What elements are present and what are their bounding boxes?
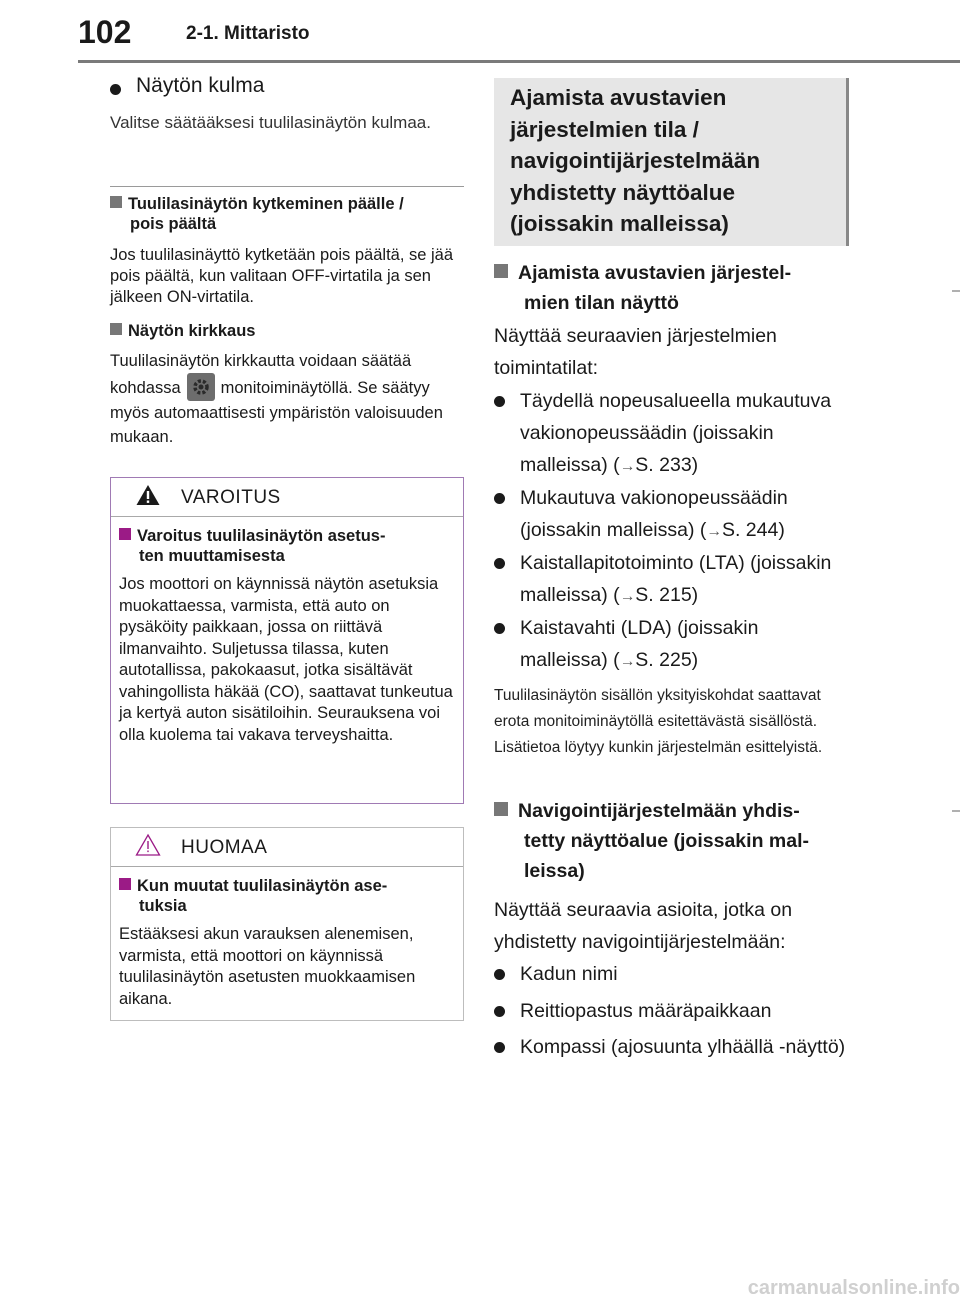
warning-body: Jos moottori on käynnissä näytön asetuksia muokattaessa, varmista, että auto on pysäköity paikkaan, jossa on riittävä ilmanvaihto. Suljetussa tilassa, kuten autotallissa, pakokaasut, jotka sisältävät vahingollista häkää (CO), saattavat tunkeutua ja kertyä auton sisätiloihin. Seurauksena voi olla kuolema tai vakava terveyshaitta. — [119, 575, 453, 744]
square-bullet-icon — [494, 264, 508, 278]
page-reference-link[interactable]: S. 225) — [635, 649, 699, 671]
warning-title: Varoitus tuulilasinäytön asetus- ten muuttamisesta — [119, 526, 449, 566]
edge-mark — [952, 290, 960, 292]
bullet-dot-icon — [110, 84, 121, 95]
angle-text: Valitse säätääksesi tuulilasinäytön kulmaa. — [110, 113, 431, 132]
list-item: Täydellä nopeusalueella mukautuva vakionopeussäädin (joissakin malleissa) (→S. 233) — [494, 385, 846, 483]
list-item: Reittiopastus määräpaikkaan — [494, 995, 846, 1027]
page-header — [0, 0, 960, 62]
warning-box-header — [111, 478, 463, 517]
bullet-dot-icon — [494, 493, 505, 504]
settings-gear-icon — [187, 373, 215, 401]
navigation-display-heading: Navigointijärjestelmään yhdis- tetty näyttöalue (joissakin mal- leissa) — [494, 796, 846, 886]
warning-label: VAROITUS — [181, 487, 281, 508]
notice-title: Kun muutat tuulilasinäytön ase- tuksia — [119, 876, 449, 916]
arrow-right-icon: → — [619, 458, 636, 475]
list-item: Kompassi (ajosuunta ylhäällä -näyttö) — [494, 1031, 846, 1063]
brightness-title: Näytön kirkkaus — [110, 321, 464, 341]
caution-triangle-icon — [135, 833, 161, 857]
bullet-dot-icon — [494, 558, 505, 569]
square-bullet-icon — [110, 196, 122, 208]
square-bullet-icon — [119, 528, 131, 540]
section-panel — [494, 78, 849, 246]
list-item: Kaistavahti (LDA) (joissakin malleissa) (→S. 225) — [494, 612, 846, 678]
notice-box-header — [111, 828, 463, 867]
list-item: Kadun nimi — [494, 958, 846, 990]
edge-mark — [952, 810, 960, 812]
arrow-right-icon: → — [706, 523, 722, 540]
page-reference-link[interactable]: S. 233) — [635, 454, 699, 476]
bullet-dot-icon — [494, 969, 505, 980]
bullet-dot-icon — [494, 396, 505, 407]
list-item: Mukautuva vakionopeussäädin (joissakin malleissa) (→S. 244) — [494, 482, 846, 548]
square-bullet-icon — [110, 323, 122, 335]
header-rule — [78, 60, 960, 63]
brightness-body: Tuulilasinäytön kirkkautta voidaan säätää kohdassa monitoiminäytöllä. Se säätyy myös automaattisesti ympäristön valoisuuden mukaan. — [110, 352, 443, 446]
page-number: 102 — [78, 14, 132, 50]
arrow-right-icon: → — [619, 588, 636, 605]
section-divider — [110, 186, 464, 187]
square-bullet-icon — [119, 878, 131, 890]
warning-box — [110, 477, 464, 804]
status-display-heading: Ajamista avustavien järjestel- mien tilan näyttö — [494, 258, 846, 318]
notice-body: Estääksesi akun varauksen alenemisen, varmista, että moottori on käynnissä tuulilasinäytön asetusten muokkaamisen aikana. — [119, 925, 416, 1008]
warning-triangle-icon — [135, 483, 161, 507]
bullet-dot-icon — [494, 623, 505, 634]
chapter-title: 2-1. Mittaristo — [186, 23, 310, 44]
onoff-title: Tuulilasinäytön kytkeminen päälle / pois päältä — [110, 194, 464, 234]
notice-label: HUOMAA — [181, 837, 268, 858]
status-intro: Näyttää seuraavien järjestelmien toimintatilat: — [494, 325, 777, 379]
status-note: Tuulilasinäytön sisällön yksityiskohdat saattavat erota monitoiminäytöllä esitettävästä sisällöstä. Lisätietoa löytyy kunkin järjestelmän esittelyistä. — [494, 687, 823, 756]
arrow-right-icon: → — [619, 653, 636, 670]
page-reference-link[interactable]: S. 244) — [721, 519, 785, 541]
onoff-body: Jos tuulilasinäyttö kytketään pois päältä, se jää pois päältä, kun valitaan OFF-virtatila ja sen jälkeen ON-virtatila. — [110, 246, 454, 306]
watermark: carmanualsonline.info — [747, 1277, 960, 1299]
notice-box — [110, 827, 464, 1021]
page-reference-link[interactable]: S. 215) — [635, 584, 699, 606]
bullet-dot-icon — [494, 1006, 505, 1017]
square-bullet-icon — [494, 802, 508, 816]
list-item: Kaistallapitotoiminto (LTA) (joissakin malleissa) (→S. 215) — [494, 547, 846, 613]
panel-title: Ajamista avustavien järjestelmien tila / navigointijärjestelmään yhdistetty näyttöalue (joissakin malleissa) — [510, 85, 761, 236]
bullet-dot-icon — [494, 1042, 505, 1053]
angle-heading: Näytön kulma — [110, 72, 490, 100]
navigation-intro: Näyttää seuraavia asioita, jotka on yhdistetty navigointijärjestelmään: — [494, 899, 793, 953]
